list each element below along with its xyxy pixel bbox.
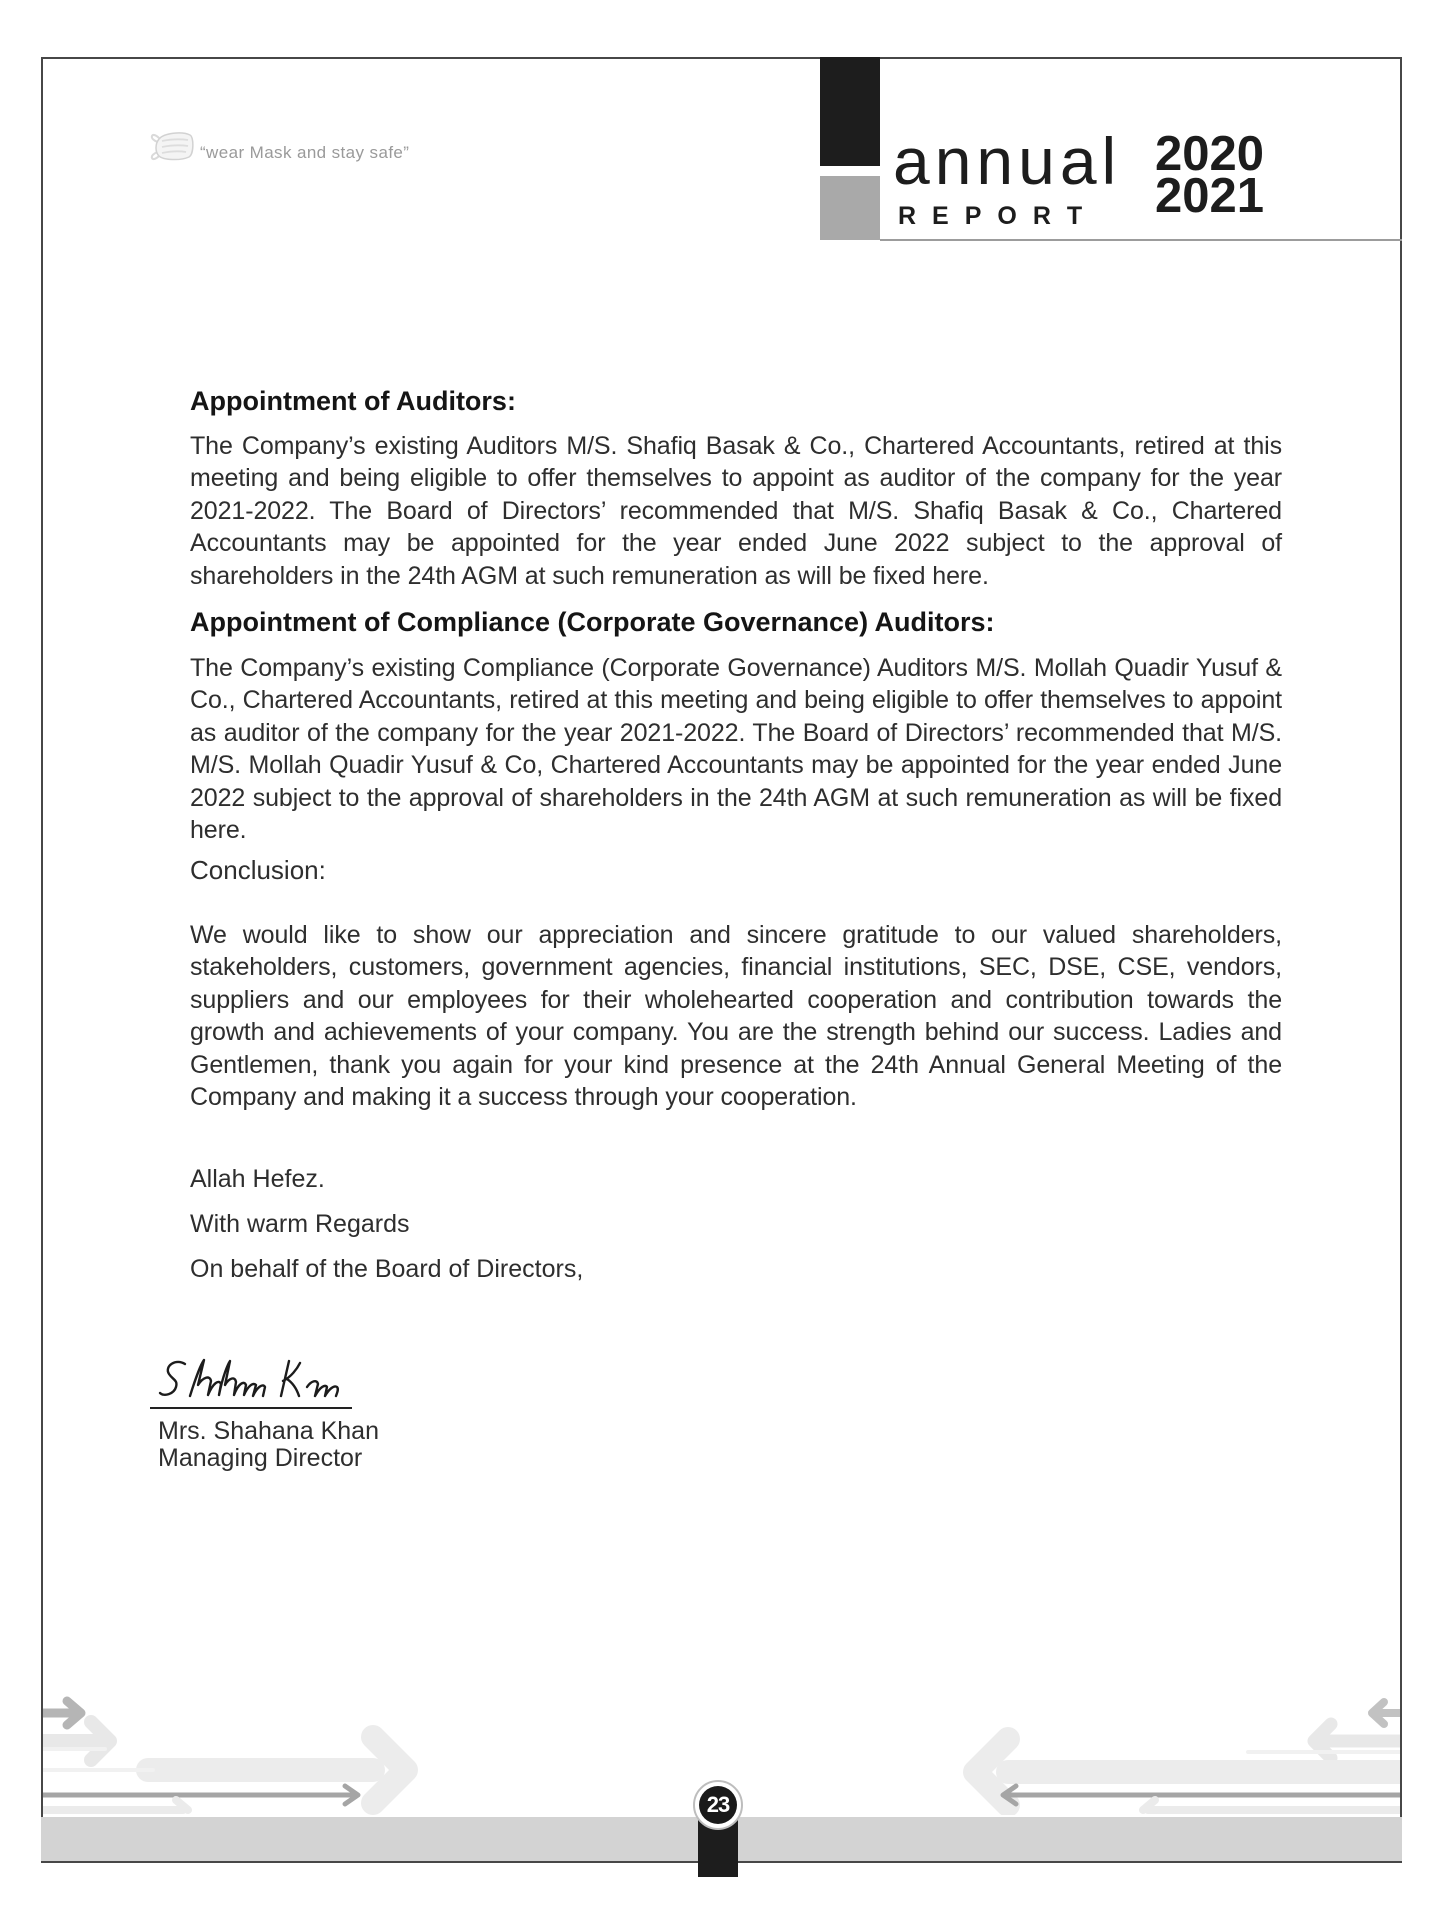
signatory-title: Managing Director <box>158 1444 363 1472</box>
section-body-compliance: The Company’s existing Compliance (Corporate Governance) Auditors M/S. Mollah Quadir Yusuf & Co., Chartered Accountants, retired at this meeting and being eligible to offer themselves to appoint as auditor of the company for the year 2021-2022. The Board of Directors’ recommended that M/S. M/S. Mollah Quadir Yusuf & Co, Chartered Accountants may be appointed for the year ended June 2022 subject to the approval of shareholders in the 24th AGM at such remuneration as will be fixed here. <box>190 654 1282 845</box>
closing-line-allah-hefez: Allah Hefez. <box>190 1165 325 1193</box>
logo-black-bar <box>820 57 880 166</box>
section-body-conclusion: We would like to show our appreciation and sincere gratitude to our valued shareholders, stakeholders, customers, government agencies, financial institutions, SEC, DSE, CSE, vendors, suppliers and our employees for their wholehearted cooperation and contribution towards the growth and achievements of your company. You are the strength behind our success. Ladies and Gentlemen, thank you again for your kind presence at the 24th Annual General Meeting of the Company and making it a success through your cooperation. <box>190 921 1282 1112</box>
logo-year-2: 2021 <box>1155 169 1265 223</box>
section-body-auditors: The Company’s existing Auditors M/S. Shafiq Basak & Co., Chartered Accountants, retired at this meeting and being eligible to offer themselves to appoint as auditor of the company for the year 2021-2022. The Board of Directors’ recommended that M/S. Shafiq Basak & Co., Chartered Accountants may be appointed for the year ended June 2022 subject to the approval of shareholders in the 24th AGM at such remuneration as will be fixed here. <box>190 432 1282 590</box>
section-heading-compliance: Appointment of Compliance (Corporate Governance) Auditors: <box>190 607 995 637</box>
footer-arrows-left <box>43 1692 483 1815</box>
logo-gray-bar <box>820 176 880 240</box>
logo-divider <box>880 239 1402 241</box>
signature-underline <box>150 1407 352 1409</box>
mask-quote-text: “wear Mask and stay safe” <box>200 143 410 162</box>
closing-line-warm-regards: With warm Regards <box>190 1210 410 1238</box>
section-heading-auditors: Appointment of Auditors: <box>190 386 516 416</box>
section-heading-conclusion: Conclusion: <box>190 855 326 885</box>
signatory-name: Mrs. Shahana Khan <box>158 1417 379 1445</box>
logo-years <box>1155 127 1265 223</box>
logo-annual-text: annual <box>893 124 1122 198</box>
closing-line-on-behalf: On behalf of the Board of Directors, <box>190 1255 584 1283</box>
handwritten-signature <box>158 1352 368 1408</box>
page-number: 23 <box>699 1786 737 1824</box>
logo-year-1: 2020 <box>1155 127 1265 181</box>
logo-report-text: REPORT <box>898 202 1099 230</box>
page-number-badge <box>693 1780 743 1830</box>
footer-arrows-right <box>828 1692 1400 1815</box>
face-mask-icon <box>150 128 198 168</box>
